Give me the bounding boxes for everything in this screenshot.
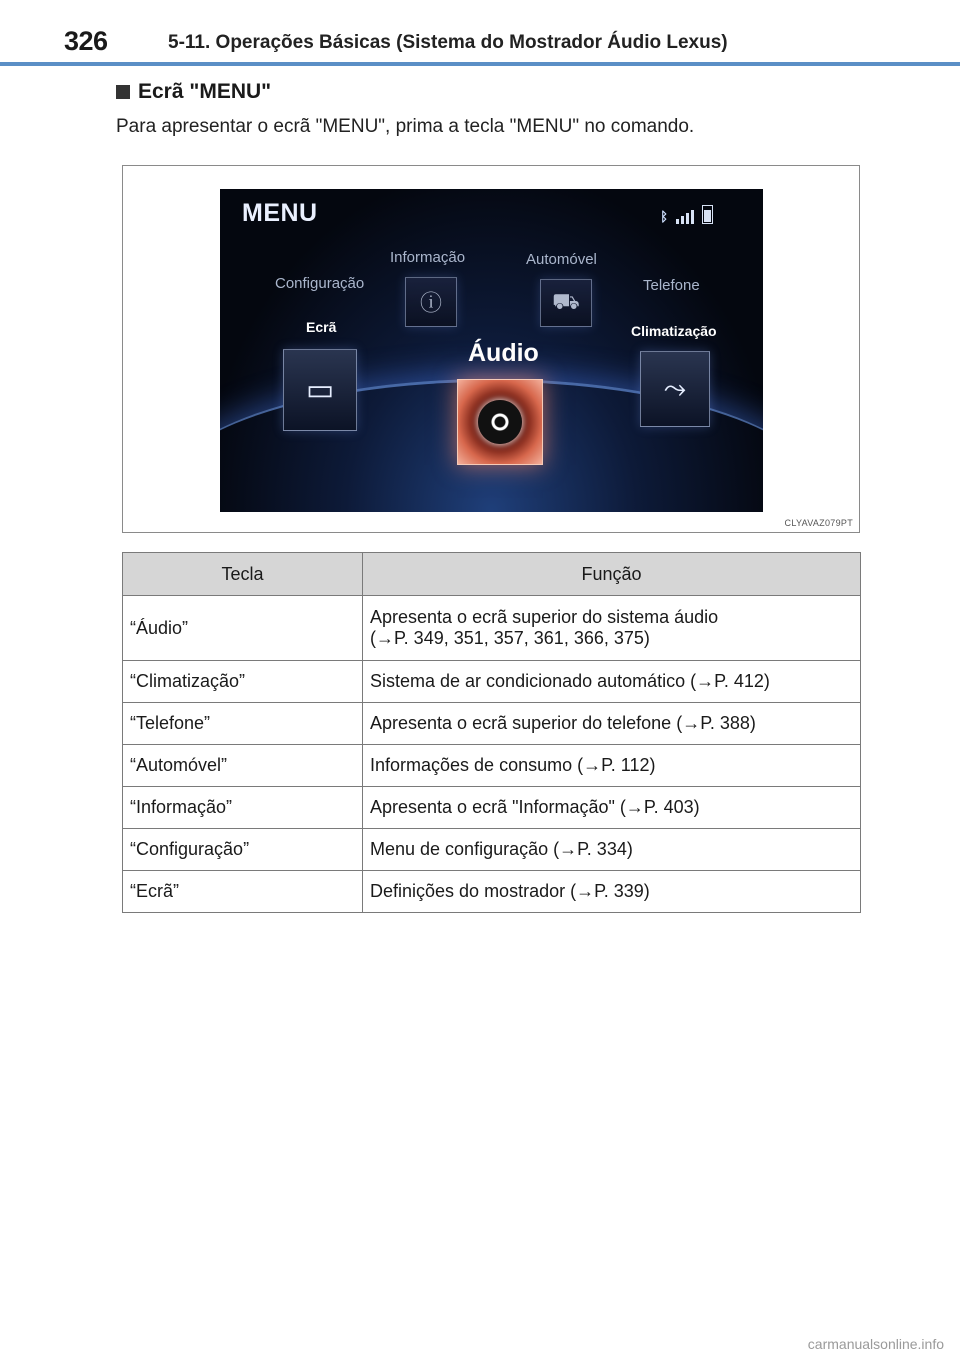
row-function-line2: (→P. 349, 351, 357, 361, 366, 375) xyxy=(370,628,650,648)
page-header xyxy=(0,0,960,66)
row-key: “Configuração” xyxy=(123,829,363,871)
intro-text: Para apresentar o ecrã "MENU", prima a tecla "MENU" no comando. xyxy=(116,116,695,137)
seat-airflow-icon: ⤳ xyxy=(663,372,687,404)
row-function: Definições do mostrador (→P. 339) xyxy=(363,871,861,913)
menu-label-telefone: Telefone xyxy=(643,277,700,294)
disc-icon xyxy=(478,400,522,444)
tile-ecra xyxy=(283,349,357,431)
row-function-line1: Apresenta o ecrã superior do sistema áudio xyxy=(370,607,719,627)
header-rule xyxy=(0,62,960,66)
row-key: “Informação” xyxy=(123,787,363,829)
row-key: “Automóvel” xyxy=(123,745,363,787)
tv-icon: ▭ xyxy=(305,373,335,407)
section-heading xyxy=(116,80,271,104)
row-function: Apresenta o ecrã "Informação" (→P. 403) xyxy=(363,787,861,829)
menu-label-automovel: Automóvel xyxy=(526,251,597,268)
table-header-row xyxy=(123,553,861,596)
table-row xyxy=(123,703,861,745)
chapter-title: 5-11. Operações Básicas (Sistema do Mostrador Áudio Lexus) xyxy=(168,32,728,53)
row-function: Menu de configuração (→P. 334) xyxy=(363,829,861,871)
row-function: Sistema de ar condicionado automático (→P. 412) xyxy=(363,661,861,703)
table-row xyxy=(123,596,861,661)
row-key: “Climatização” xyxy=(123,661,363,703)
watermark: carmanualsonline.info xyxy=(807,1336,944,1352)
info-icon: ⓘ xyxy=(419,290,443,316)
bluetooth-icon: ᛒ xyxy=(660,209,668,224)
row-key: “Áudio” xyxy=(123,596,363,661)
table-row xyxy=(123,745,861,787)
row-function xyxy=(363,596,861,661)
section-heading-text: Ecrã "MENU" xyxy=(138,80,272,103)
row-function: Apresenta o ecrã superior do telefone (→P. 388) xyxy=(363,703,861,745)
screen-menu-title: MENU xyxy=(242,199,318,227)
car-icon: ⛟ xyxy=(552,288,580,314)
tile-automovel xyxy=(540,279,592,327)
row-key: “Telefone” xyxy=(123,703,363,745)
menu-label-configuracao: Configuração xyxy=(275,275,365,292)
menu-label-informacao: Informação xyxy=(390,249,466,266)
menu-screen-image xyxy=(220,189,763,512)
table-row xyxy=(123,661,861,703)
table-row xyxy=(123,829,861,871)
header-funcao: Função xyxy=(363,553,861,596)
table-row xyxy=(123,787,861,829)
header-tecla: Tecla xyxy=(123,553,363,596)
status-icons xyxy=(660,205,713,224)
square-bullet-icon xyxy=(116,85,130,99)
menu-screen-figure xyxy=(122,165,860,533)
battery-icon xyxy=(702,205,713,224)
table-row xyxy=(123,871,861,913)
menu-label-audio: Áudio xyxy=(468,339,539,367)
menu-label-climatizacao: Climatização xyxy=(631,323,717,339)
signal-strength-icon xyxy=(676,208,694,224)
tile-audio xyxy=(457,379,543,465)
figure-code: CLYAVAZ079PT xyxy=(784,518,853,528)
row-function: Informações de consumo (→P. 112) xyxy=(363,745,861,787)
page-number: 326 xyxy=(64,26,108,56)
menu-label-ecra: Ecrã xyxy=(306,319,337,335)
tile-informacao xyxy=(405,277,457,327)
row-key: “Ecrã” xyxy=(123,871,363,913)
function-table xyxy=(122,552,861,913)
tile-climatizacao xyxy=(640,351,710,427)
